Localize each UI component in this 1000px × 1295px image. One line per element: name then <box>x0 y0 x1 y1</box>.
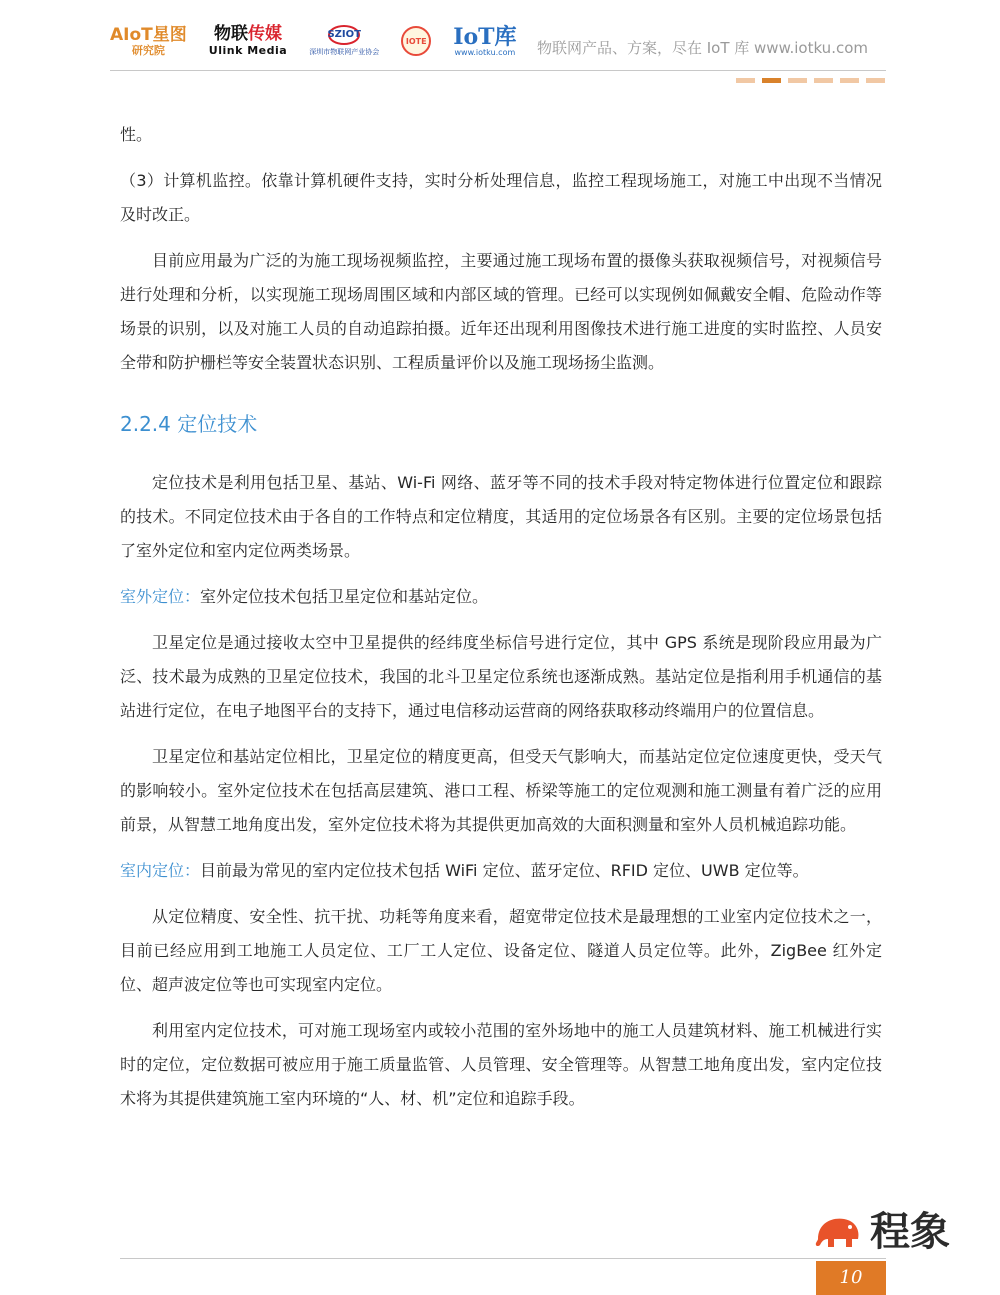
indoor-label: 室内定位： <box>120 861 201 880</box>
iotku-logo-subtext: www.iotku.com <box>454 47 516 57</box>
paragraph-comparison: 卫星定位和基站定位相比，卫星定位的精度更高，但受天气影响大，而基站定位定位速度更快，受天气的影响较小。室外定位技术在包括高层建筑、港口工程、桥梁等施工的定位观测和施工测量有着广泛的应用前景，从智慧工地角度出发，室外定位技术将为其提供更加高效的大面积测量和室外人员机械追踪功能。 <box>120 747 882 834</box>
paragraph-indoor <box>120 854 882 888</box>
ulink-logo-text <box>214 25 282 44</box>
elephant-logo-icon <box>812 1213 864 1251</box>
iote-logo <box>401 26 431 56</box>
spacer <box>120 728 882 740</box>
aiot-logo <box>110 26 187 57</box>
paragraph-continuation: 性。 <box>120 125 153 144</box>
aiot-logo-subtext: 研究院 <box>131 43 165 57</box>
header-divider <box>110 70 886 71</box>
outdoor-label: 室外定位： <box>120 587 201 606</box>
sziot-ring-icon <box>328 25 360 45</box>
spacer <box>120 614 882 626</box>
outdoor-text: 室外定位技术包括卫星定位和基站定位。 <box>200 587 489 606</box>
partner-logos <box>110 18 539 64</box>
dash-mark <box>788 78 807 83</box>
paragraph-computer-monitoring: （3）计算机监控。依靠计算机硬件支持，实时分析处理信息，监控工程现场施工，对施工中出现不当情况及时改正。 <box>120 171 882 224</box>
spacer <box>120 842 882 854</box>
spacer <box>120 232 882 244</box>
watermark-text: 程象 <box>870 1209 950 1255</box>
page-number: 10 <box>816 1261 886 1295</box>
dash-mark <box>866 78 885 83</box>
sziot-logo-text: SZIOT <box>327 29 361 40</box>
ulink-logo-subtext: Ulink Media <box>208 44 288 57</box>
spacer <box>120 1002 882 1014</box>
spacer <box>120 568 882 580</box>
iote-badge-icon: IOTE <box>401 26 431 56</box>
indoor-text: 目前最为常见的室内定位技术包括 WiFi 定位、蓝牙定位、RFID 定位、UWB 定位等。 <box>200 861 809 880</box>
sziot-logo-subtext: 深圳市物联网产业协会 <box>309 48 380 56</box>
spacer <box>120 888 882 900</box>
section-heading: 2.2.4 定位技术 <box>120 412 258 436</box>
aiot-logo-text: AIoT星图 <box>110 24 187 45</box>
ulink-media-logo <box>209 25 287 57</box>
header-dash-decoration <box>729 78 885 83</box>
ulink-logo-text-b: 传媒 <box>247 24 282 44</box>
header-tagline: 物联网产品、方案，尽在 IoT 库 www.iotku.com <box>536 39 868 57</box>
sziot-logo <box>309 25 379 57</box>
paragraph-satellite: 卫星定位是通过接收太空中卫星提供的经纬度坐标信号进行定位，其中 GPS 系统是现阶段应用最为广泛、技术最为成熟的卫星定位技术，我国的北斗卫星定位系统也逐渐成熟。基站定位是指利用手机通信的基站进行定位，在电子地图平台的支持下，通过电信移动运营商的网络获取移动终端用户的位置信息。 <box>120 633 882 720</box>
spacer <box>120 152 882 164</box>
paragraph-video-monitoring: 目前应用最为广泛的为施工现场视频监控，主要通过施工现场布置的摄像头获取视频信号，对视频信号进行处理和分析，以实现施工现场周围区域和内部区域的管理。已经可以实现例如佩戴安全帽、危险动作等场景的识别，以及对施工人员的自动追踪拍摄。近年还出现利用图像技术进行施工进度的实时监控、人员安全带和防护栅栏等安全装置状态识别、工程质量评价以及施工现场扬尘监测。 <box>120 251 882 372</box>
document-body <box>120 118 882 1116</box>
watermark <box>812 1209 950 1255</box>
dash-mark <box>814 78 833 83</box>
iotku-logo-text: IoT库 <box>453 23 517 50</box>
dash-mark <box>762 78 781 83</box>
paragraph-indoor-application: 利用室内定位技术，可对施工现场室内或较小范围的室外场地中的施工人员建筑材料、施工机械进行实时的定位，定位数据可被应用于施工质量监管、人员管理、安全管理等。从智慧工地角度出发，室内定位技术将为其提供建筑施工室内环境的“人、材、机”定位和追踪手段。 <box>120 1021 882 1108</box>
footer-divider <box>120 1258 886 1259</box>
ulink-logo-text-a: 物联 <box>213 24 248 44</box>
page-header <box>0 0 1000 100</box>
dash-mark <box>736 78 755 83</box>
paragraph-uwb: 从定位精度、安全性、抗干扰、功耗等角度来看，超宽带定位技术是最理想的工业室内定位技术之一，目前已经应用到工地施工人员定位、工厂工人定位、设备定位、隧道人员定位等。此外，ZigBee 红外定位、超声波定位等也可实现室内定位。 <box>120 907 882 994</box>
iotku-logo <box>453 23 517 57</box>
paragraph-positioning-intro: 定位技术是利用包括卫星、基站、Wi-Fi 网络、蓝牙等不同的技术手段对特定物体进行位置定位和跟踪的技术。不同定位技术由于各自的工作特点和定位精度，其适用的定位场景各有区别。主要的定位场景包括了室外定位和室内定位两类场景。 <box>120 473 882 560</box>
dash-mark <box>840 78 859 83</box>
paragraph-outdoor <box>120 580 882 614</box>
